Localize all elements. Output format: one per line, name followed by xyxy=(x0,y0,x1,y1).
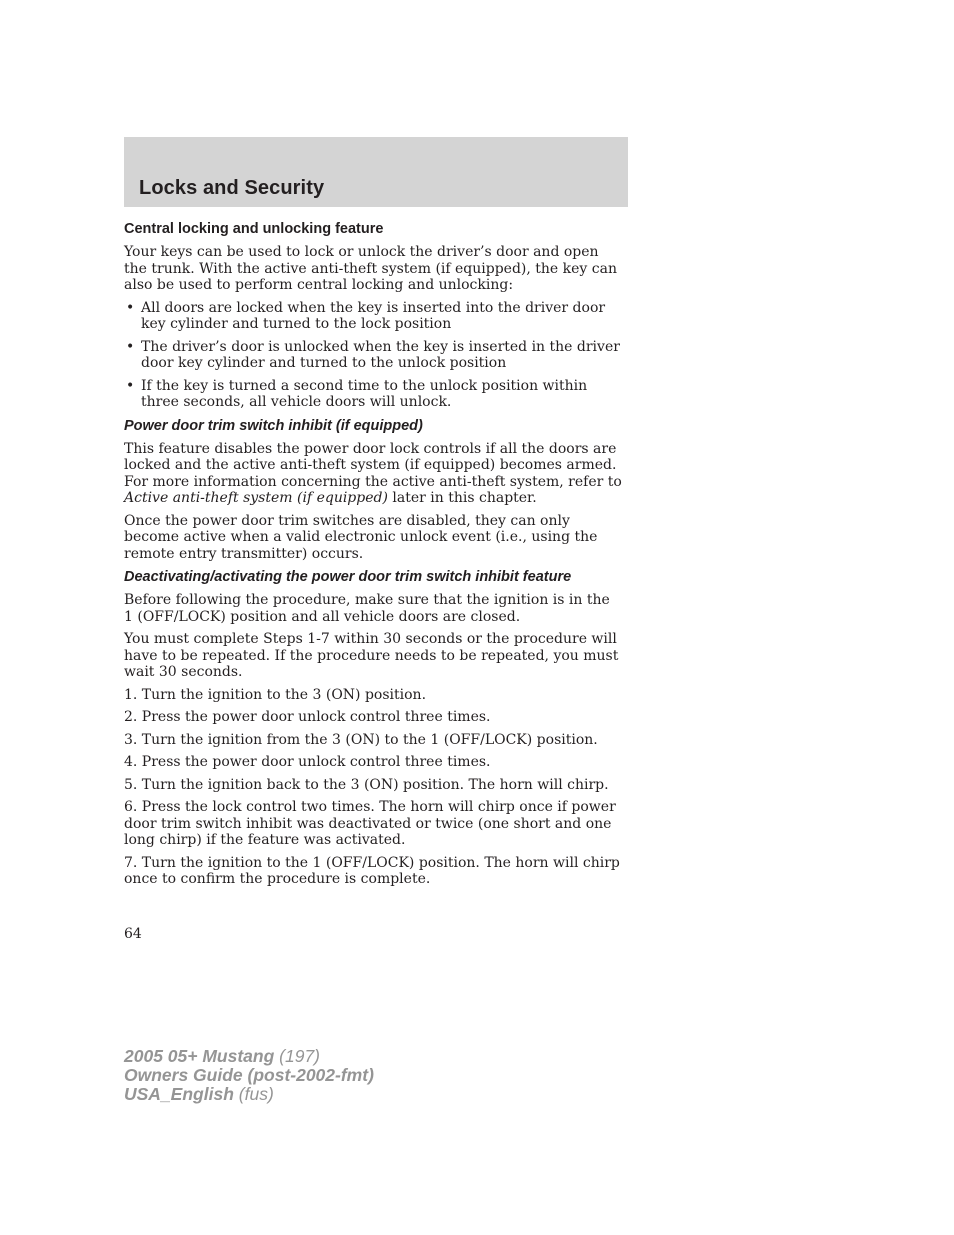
trim-switch-inhibit-paragraph xyxy=(124,441,622,507)
footer-model: 2005 05+ Mustang xyxy=(124,1046,275,1066)
paragraph-text: later in this chapter. xyxy=(392,490,537,506)
list-item xyxy=(124,378,622,411)
list-item-text: If the key is turned a second time to the unlock position within three seconds, all vehicle doors will unlock. xyxy=(141,377,588,410)
procedure-step: 7. Turn the ignition to the 1 (OFF/LOCK) position. The horn will chirp once to confirm the procedure is complete. xyxy=(124,854,620,887)
trim-switch-inhibit-heading: Power door trim switch inhibit (if equipped) xyxy=(124,417,423,434)
list-item-text: The driver’s door is unlocked when the key is inserted in the driver door key cylinder and turned to the unlock position xyxy=(141,338,620,371)
footer-line-guide xyxy=(124,1066,374,1085)
footer-model-code: (197) xyxy=(279,1046,321,1066)
page-number: 64 xyxy=(124,926,142,942)
footer-line-language xyxy=(124,1085,374,1104)
document-footer xyxy=(124,1047,374,1104)
footer-line-model xyxy=(124,1047,374,1066)
central-locking-heading: Central locking and unlocking feature xyxy=(124,221,384,237)
procedure-step: 2. Press the power door unlock control three times. xyxy=(124,709,491,725)
bullet-marker: • xyxy=(126,299,135,316)
footer-language-code: (fus) xyxy=(238,1084,274,1104)
procedure-step: 3. Turn the ignition from the 3 (ON) to the 1 (OFF/LOCK) position. xyxy=(124,731,598,748)
central-locking-bullet-list xyxy=(124,300,622,411)
section-header-band xyxy=(124,137,628,207)
procedure-time-limit: You must complete Steps 1-7 within 30 seconds or the procedure will have to be repeated. If the procedure needs to be repeated, you must wait 30 seconds. xyxy=(124,631,619,680)
procedure-step: 5. Turn the ignition back to the 3 (ON) position. The horn will chirp. xyxy=(124,776,609,793)
procedure-prerequisite: Before following the procedure, make sure that the ignition is in the 1 (OFF/LOCK) position and all vehicle doors are closed. xyxy=(124,592,610,625)
trim-switch-disabled-paragraph: Once the power door trim switches are disabled, they can only become active when a valid electronic unlock event (i.e., using the remote entry transmitter) occurs. xyxy=(124,512,598,562)
procedure-step: 4. Press the power door unlock control three times. xyxy=(124,754,491,770)
footer-language: USA_English xyxy=(124,1084,234,1104)
bullet-marker: • xyxy=(126,377,135,394)
central-locking-intro: Your keys can be used to lock or unlock the driver’s door and open the trunk. With the active anti-theft system (if equipped), the key can also be used to perform central locking and unlocking: xyxy=(124,244,617,293)
paragraph-text: This feature disables the power door lock controls if all the doors are locked and the active anti-theft system (if equipped) becomes armed. For more information concerning the active anti-theft system, refer to xyxy=(124,440,622,490)
bullet-marker: • xyxy=(126,338,135,355)
footer-guide-name: Owners Guide (post-2002-fmt) xyxy=(124,1065,374,1085)
procedure-step: 6. Press the lock control two times. The horn will chirp once if power door trim switch inhibit was deactivated or twice (one short and one long chirp) if the feature was activated. xyxy=(124,799,616,848)
list-item xyxy=(124,339,622,372)
procedure-heading: Deactivating/activating the power door trim switch inhibit feature xyxy=(124,569,572,585)
page-content xyxy=(124,220,622,894)
list-item xyxy=(124,300,622,333)
section-title: Locks and Security xyxy=(139,177,325,199)
cross-reference: Active anti-theft system (if equipped) xyxy=(124,490,388,506)
procedure-step: 1. Turn the ignition to the 3 (ON) position. xyxy=(124,686,427,703)
list-item-text: All doors are locked when the key is inserted into the driver door key cylinder and turned to the lock position xyxy=(141,299,606,332)
